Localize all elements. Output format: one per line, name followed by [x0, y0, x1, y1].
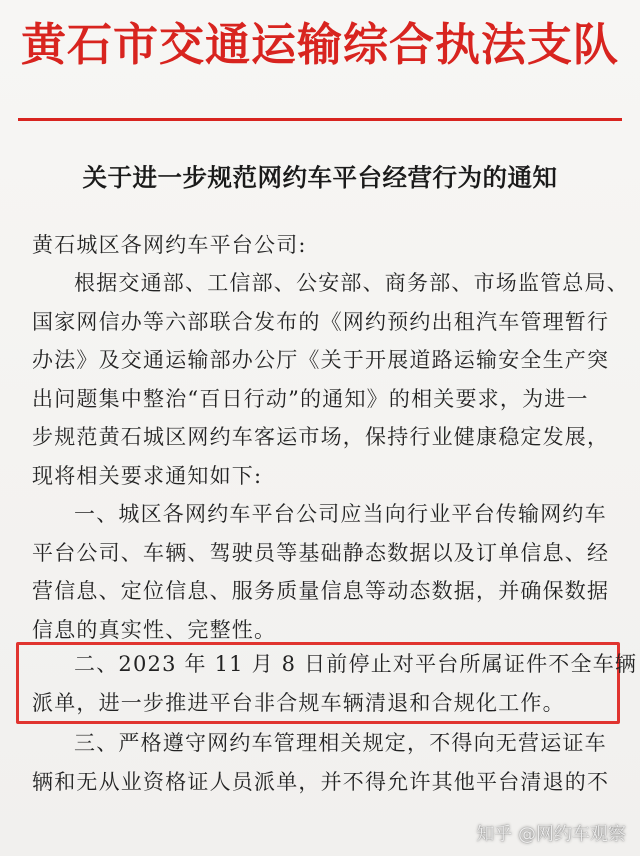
paragraph-line: 一、城区各网约车平台公司应当向行业平台传输网约车: [74, 502, 607, 526]
paragraph-line: 二、2023 年 11 月 8 日前停止对平台所属证件不全车辆: [74, 652, 638, 676]
paragraph-line: 营信息、定位信息、服务质量信息等动态数据，并确保数据: [32, 579, 610, 603]
paragraph-line: 国家网信办等六部联合发布的《网约预约出租汽车管理暂行: [32, 309, 610, 334]
notice-title: 关于进一步规范网约车平台经营行为的通知: [82, 163, 558, 192]
salutation-line: 黄石城区各网约车平台公司:: [32, 233, 307, 257]
source-watermark: 知乎 @网约车观察: [476, 824, 626, 845]
paragraph-line: 办法》及交通运输部办公厅《关于开展道路运输安全生产突: [32, 348, 610, 372]
item-one: [32, 495, 612, 649]
org-letterhead-title: 黄石市交通运输综合执法支队: [20, 18, 619, 71]
paragraph-line: 派单，进一步推进平台非合规车辆清退和合规化工作。: [32, 690, 565, 715]
letterhead-red-rule: [18, 118, 622, 121]
paragraph-line: 平台公司、车辆、驾驶员等基础静态数据以及订单信息、经: [32, 540, 610, 565]
paragraph-line: 辆和无从业资格证人员派单，并不得允许其他平台清退的不: [32, 769, 610, 794]
item-two: [32, 645, 638, 722]
salutation: [32, 226, 612, 265]
paragraph-line: 出问题集中整治“百日行动”的通知》的相关要求，为进一: [32, 386, 589, 411]
paragraph-line: 现将相关要求通知如下:: [32, 463, 263, 488]
paragraph-line: 根据交通部、工信部、公安部、商务部、市场监管总局、: [74, 271, 629, 295]
item-three: [32, 724, 612, 801]
paragraph-line: 三、严格遵守网约车管理相关规定，不得向无营运证车: [74, 731, 607, 755]
paragraph-intro: [32, 264, 629, 495]
paragraph-line: 信息的真实性、完整性。: [32, 617, 277, 642]
paragraph-line: 步规范黄石城区网约车客运市场，保持行业健康稳定发展，: [32, 425, 610, 449]
